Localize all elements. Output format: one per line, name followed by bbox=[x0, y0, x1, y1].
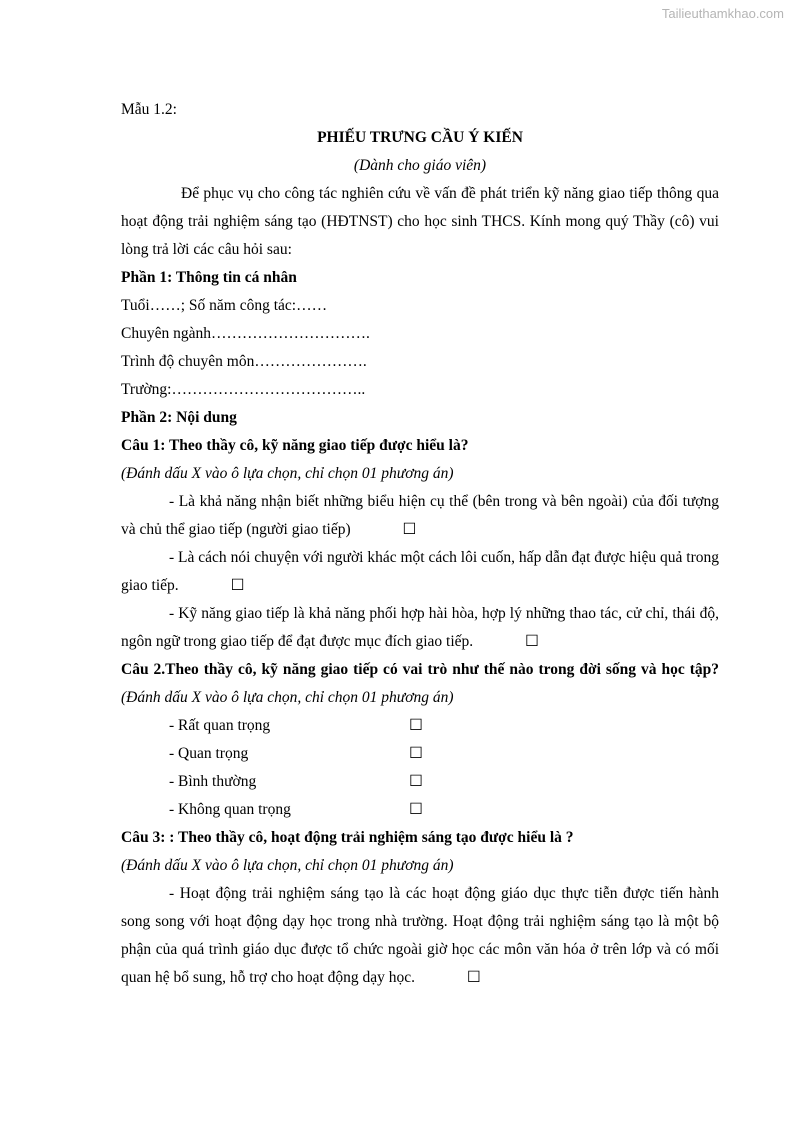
checkbox-icon[interactable]: ☐ bbox=[409, 801, 423, 818]
q2-option-label: - Bình thường bbox=[169, 773, 257, 790]
checkbox-icon[interactable]: ☐ bbox=[230, 577, 245, 594]
checkbox-icon[interactable]: ☐ bbox=[409, 745, 423, 762]
part2-heading: Phần 2: Nội dung bbox=[121, 409, 237, 426]
field-school[interactable]: Trường:……………………………….. bbox=[121, 381, 366, 398]
part1-heading: Phần 1: Thông tin cá nhân bbox=[121, 269, 297, 286]
q2-option-label: - Quan trọng bbox=[169, 745, 249, 762]
q1-option bbox=[121, 544, 719, 600]
watermark: Tailieuthamkhao.com bbox=[661, 6, 784, 21]
q3-option-text: - Hoạt động trải nghiệm sáng tạo là các hoạt động giáo dục thực tiễn được tiến hành song song với hoạt động dạy học trong nhà trường. Hoạt động trải nghiệm sáng tạo là một bộ phận của quá trình giáo dục được tổ chức ngoài giờ học các môn văn hóa ở trên lớp và có mối quan hệ bổ sung, hỗ trợ cho hoạt động dạy học. bbox=[121, 885, 719, 986]
q2-option bbox=[121, 740, 719, 768]
q1-option-text: - Là khả năng nhận biết những biểu hiện cụ thể (bên trong và bên ngoài) của đối tượng và chủ thể giao tiếp (người giao tiếp) bbox=[121, 493, 719, 538]
q3-instruction: (Đánh dấu X vào ô lựa chọn, chỉ chọn 01 phương án) bbox=[121, 857, 454, 874]
checkbox-icon[interactable]: ☐ bbox=[402, 521, 417, 538]
q1-instruction: (Đánh dấu X vào ô lựa chọn, chỉ chọn 01 phương án) bbox=[121, 465, 454, 482]
q2-heading bbox=[121, 656, 719, 712]
q1-option-text: - Kỹ năng giao tiếp là khả năng phối hợp hài hòa, hợp lý những thao tác, cử chỉ, thái độ, ngôn ngữ trong giao tiếp để đạt được mục đích giao tiếp. bbox=[121, 605, 719, 650]
q1-option-text: - Là cách nói chuyện với người khác một cách lôi cuốn, hấp dẫn đạt được hiệu quả trong giao tiếp. bbox=[121, 549, 719, 594]
page-title: PHIẾU TRƯNG CẦU Ý KIẾN bbox=[317, 129, 523, 146]
q1-option bbox=[121, 600, 719, 656]
field-qualification[interactable]: Trình độ chuyên môn…………………. bbox=[121, 353, 367, 370]
checkbox-icon[interactable]: ☐ bbox=[525, 633, 539, 650]
q2-title: Câu 2.Theo thầy cô, kỹ năng giao tiếp có vai trò như thế nào trong đời sống và học tập? bbox=[121, 661, 719, 678]
checkbox-icon[interactable]: ☐ bbox=[409, 773, 423, 790]
form-label: Mẫu 1.2: bbox=[121, 101, 177, 118]
document-page bbox=[121, 96, 719, 992]
q2-option bbox=[121, 796, 719, 824]
checkbox-icon[interactable]: ☐ bbox=[409, 717, 423, 734]
q2-option-label: - Không quan trọng bbox=[169, 801, 291, 818]
q2-option bbox=[121, 768, 719, 796]
q1-option bbox=[121, 488, 719, 544]
q2-instruction: (Đánh dấu X vào ô lựa chọn, chỉ chọn 01 phương án) bbox=[121, 689, 454, 706]
field-age[interactable]: Tuổi……; Số năm công tác:…… bbox=[121, 297, 328, 314]
page-subtitle: (Dành cho giáo viên) bbox=[353, 157, 487, 174]
q3-option bbox=[121, 880, 719, 992]
q2-option-label: - Rất quan trọng bbox=[169, 717, 271, 734]
checkbox-icon[interactable]: ☐ bbox=[466, 969, 481, 986]
q3-title: Câu 3: : Theo thầy cô, hoạt động trải nghiệm sáng tạo được hiểu là ? bbox=[121, 829, 574, 846]
field-major[interactable]: Chuyên ngành…………………………. bbox=[121, 325, 370, 342]
q1-title: Câu 1: Theo thầy cô, kỹ năng giao tiếp được hiểu là? bbox=[121, 437, 469, 454]
q2-option bbox=[121, 712, 719, 740]
intro-paragraph: Để phục vụ cho công tác nghiên cứu về vấn đề phát triển kỹ năng giao tiếp thông qua hoạt động trải nghiệm sáng tạo (HĐTNST) cho học sinh THCS. Kính mong quý Thầy (cô) vui lòng trả lời các câu hỏi sau: bbox=[121, 185, 719, 258]
